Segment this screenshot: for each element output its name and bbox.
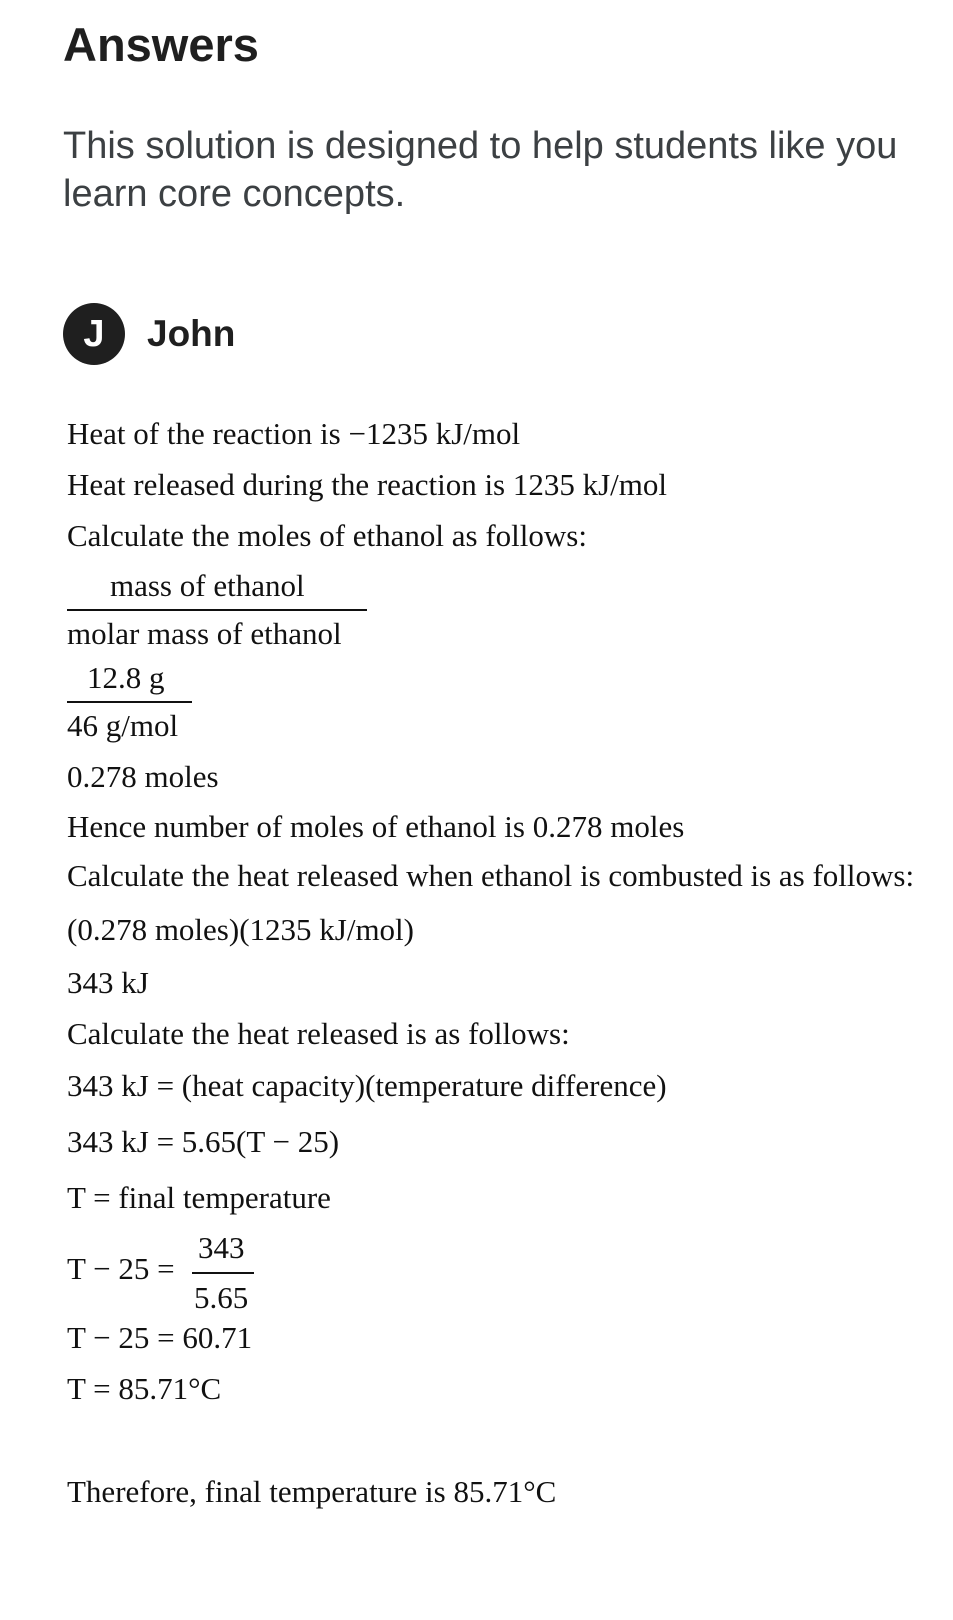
calc-heat-combusted-line: Calculate the heat released when ethanol is combusted is as follows: [67, 858, 915, 893]
heat-result-line: 343 kJ [67, 965, 149, 1000]
author-name[interactable]: John [147, 313, 236, 354]
final-temperature-line: T = 85.71°C [67, 1371, 222, 1406]
fraction-bar [192, 1272, 254, 1274]
avatar[interactable]: J [63, 303, 125, 365]
hence-moles-line: Hence number of moles of ethanol is 0.278 moles [67, 809, 685, 844]
t-definition-line: T = final temperature [67, 1180, 331, 1215]
heat-released-line: Heat released during the reaction is 1235 kJ/mol [67, 467, 668, 502]
moles-value-fraction [67, 658, 192, 750]
conclusion-line: Therefore, final temperature is 85.71°C [67, 1474, 557, 1509]
moles-result-line: 0.278 moles [67, 759, 219, 794]
fraction-denominator: molar mass of ethanol [67, 616, 342, 651]
difference-result-line: T − 25 = 60.71 [67, 1320, 253, 1355]
t-minus-25-lhs: T − 25 = [67, 1251, 175, 1286]
intro-line-1: This solution is designed to help students like you [63, 125, 898, 167]
calc-heat-released-line: Calculate the heat released is as follows: [67, 1016, 570, 1051]
moles-formula-fraction [67, 566, 367, 658]
fraction-numerator: 343 [198, 1230, 245, 1265]
fraction-bar [67, 609, 367, 611]
calc-moles-line: Calculate the moles of ethanol as follows: [67, 518, 587, 553]
fraction-numerator: 12.8 g [87, 660, 165, 695]
answers-heading: Answers [63, 18, 259, 71]
fraction-denominator: 46 g/mol [67, 708, 179, 743]
temperature-fraction [192, 1228, 254, 1318]
substituted-equation: 343 kJ = 5.65(T − 25) [67, 1124, 340, 1159]
fraction-bar [67, 701, 192, 703]
fraction-denominator: 5.65 [194, 1280, 249, 1315]
fraction-numerator: mass of ethanol [110, 568, 305, 603]
intro-line-2: learn core concepts. [63, 173, 406, 215]
heat-product-line: (0.278 moles)(1235 kJ/mol) [67, 912, 414, 947]
heat-of-reaction-line: Heat of the reaction is −1235 kJ/mol [67, 416, 521, 451]
heat-capacity-equation: 343 kJ = (heat capacity)(temperature difference) [67, 1068, 667, 1103]
